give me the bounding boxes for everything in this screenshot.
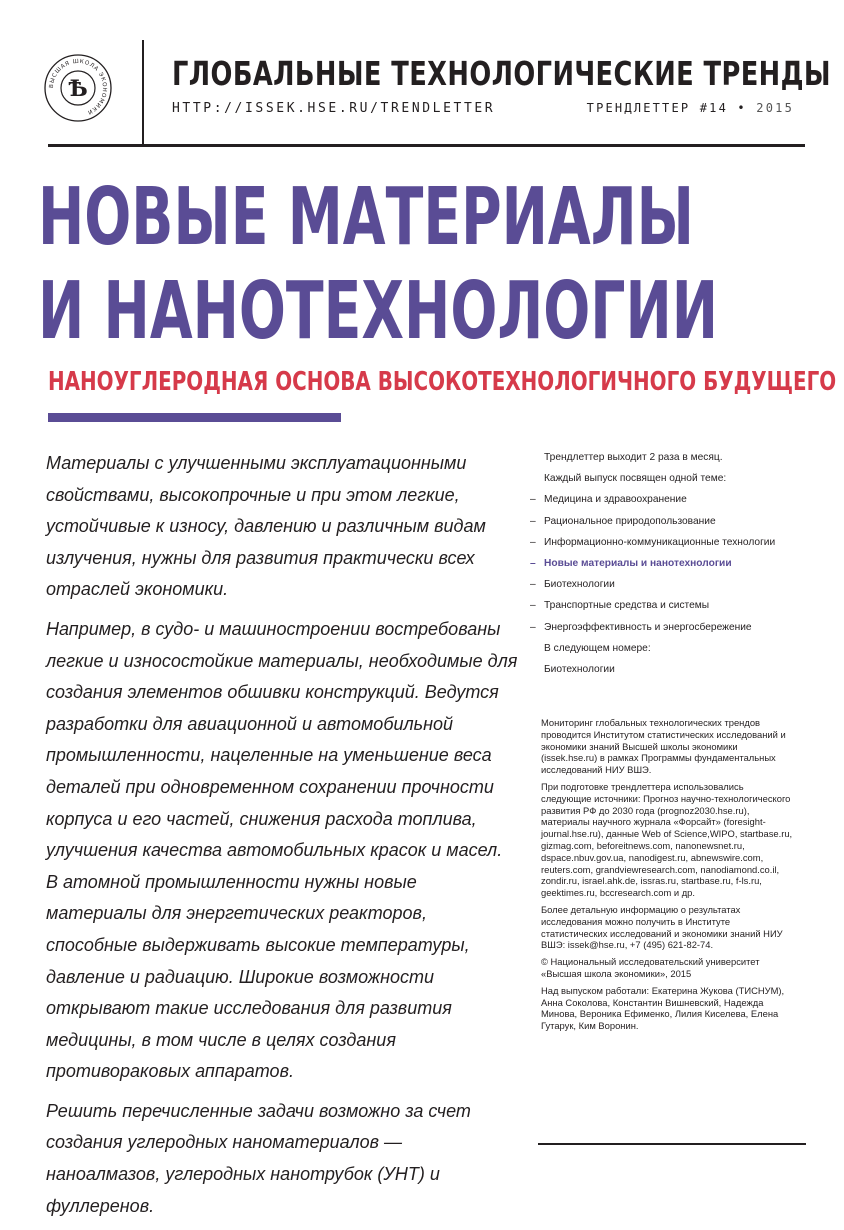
topic-item: [530, 621, 820, 642]
topic-item: [530, 578, 820, 599]
credits-bottom-rule: [538, 1143, 806, 1145]
header-bottom-rule: [48, 144, 805, 147]
frequency-note: Трендлеттер выходит 2 раза в месяц.: [544, 452, 723, 463]
dash-marker: –: [530, 515, 536, 527]
topic-label: Энергоэффективность и энергосбережение: [544, 621, 752, 633]
topic-label: Биотехнологии: [544, 579, 615, 591]
credits-block: [541, 717, 796, 1037]
trendletter-url-link[interactable]: HTTP://ISSEK.HSE.RU/TRENDLETTER: [172, 101, 496, 116]
dash-marker: –: [530, 494, 536, 506]
body-paragraph: Например, в судо- и машиностроении востребованы легкие и износостойкие материалы, необходимые для создания элементов обшивки конструкций. Ведутся разработки для авиационной и автомобильной промышленности, нацеленные на уменьшение веса деталей при одновременном сохранении прочности корпуса и его частей, снижения расхода топлива, улучшения качества автомобильных красок и масел. В атомной промышленности нужны новые материалы для энергетических реакторов, способные выдерживать высокие температуры, давление и радиацию. Широкие возможности открывают такие исследования для развития медицины, в том числе в целях создания противораковых аппаратов.: [46, 618, 518, 1082]
subtitle: НАНОУГЛЕРОДНАЯ ОСНОВА ВЫСОКОТЕХНОЛОГИЧНОГО БУДУЩЕГО: [48, 367, 837, 397]
issue-year: 2015: [756, 101, 794, 115]
next-issue-topic: Биотехнологии: [544, 663, 615, 675]
issue-number: ТРЕНДЛЕТТЕР #14 •: [586, 101, 747, 115]
topic-label: Транспортные средства и системы: [544, 600, 710, 612]
topic-intro: Каждый выпуск посвящен одной теме:: [544, 473, 727, 485]
main-title-line-1: НОВЫЕ МАТЕРИАЛЫ: [38, 171, 694, 263]
topic-item: [530, 536, 820, 557]
monitoring-note: Мониторинг глобальных технологических трендов проводится Институтом статистических исследований и экономики знаний Высшей школы экономики (issek.hse.ru) в рамках Программы фундаментальных исследований НИУ ВШЭ.: [541, 717, 786, 776]
topic-label: Рациональное природопользование: [544, 515, 716, 527]
hse-logo-mark: [42, 52, 114, 124]
contact-note: Более детальную информацию о результатах исследования можно получить в Институте статистических исследований и экономики знаний НИУ ВШЭ: issek@hse.ru, +7 (495) 621-82-74.: [541, 903, 783, 951]
dash-marker: –: [530, 600, 536, 612]
issue-info: [587, 101, 794, 115]
authors-note: Над выпуском работали: Екатерина Жукова (ТИСНУМ), Анна Соколова, Константин Вишневский, Надежда Минова, Вероника Ефименко, Лилия Киселева, Елена Гутарук, Ким Воронин.: [541, 984, 785, 1032]
body-paragraph: Материалы с улучшенными эксплуатационными свойствами, высокопрочные и при этом легкие, устойчивые к износу, давлению и различным видам излучения, нужны для развития практически всех отраслей экономики.: [46, 453, 486, 600]
issue-topics-sidebar: [530, 451, 820, 684]
topic-label-current: Новые материалы и нанотехнологии: [544, 557, 732, 569]
topic-label: Информационно-коммуникационные технологии: [544, 536, 776, 548]
main-article-text: [46, 448, 518, 1230]
hse-logo: [42, 52, 114, 124]
dash-marker: –: [530, 579, 536, 591]
dash-marker: –: [530, 621, 536, 633]
copyright-note: © Национальный исследовательский университет «Высшая школа экономики», 2015: [541, 956, 760, 979]
main-title: [38, 170, 719, 358]
series-title: ГЛОБАЛЬНЫЕ ТЕХНОЛОГИЧЕСКИЕ ТРЕНДЫ: [172, 54, 831, 93]
header-vertical-divider: [142, 40, 144, 146]
next-issue-label: В следующем номере:: [544, 642, 651, 654]
body-paragraph: Решить перечисленные задачи возможно за счет создания углеродных наноматериалов — наноалмазов, углеродных нанотрубок (УНТ) и фуллеренов.: [46, 1100, 471, 1216]
main-title-line-2: И НАНОТЕХНОЛОГИИ: [38, 265, 719, 357]
logo-monogram: Ѣ: [68, 76, 88, 102]
logo-ring-text: ВЫСШАЯ ШКОЛА ЭКОНОМИКИ: [48, 58, 108, 116]
topic-item: [530, 493, 820, 514]
topic-item-current: [530, 557, 820, 578]
topic-item: [530, 599, 820, 620]
sources-note: При подготовке трендлеттера использовались следующие источники: Прогноз научно-технологического развития РФ до 2030 года (prognoz2030.hse.ru), материалы научного журнала «Форсайт» (foresight-journal.hse.ru), данные Web of Science,WIPO, startbase.ru, gizmag.com, beforeitnews.com, nanonewsnet.ru, dspace.nbuv.gov.ua, nanodigest.ru, abnewswire.com, reuters.com, grandviewresearch.com, nanodiamond.co.il, zondir.ru, israel.ahk.de, issras.ru, startbase.ru, f-ls.ru, geektimes.ru, bccresearch.com и др.: [541, 780, 793, 899]
accent-bar: [48, 413, 341, 422]
dash-marker: –: [530, 536, 536, 548]
topic-label: Медицина и здравоохранение: [544, 494, 687, 506]
topic-item: [530, 515, 820, 536]
dash-marker: –: [530, 557, 536, 569]
